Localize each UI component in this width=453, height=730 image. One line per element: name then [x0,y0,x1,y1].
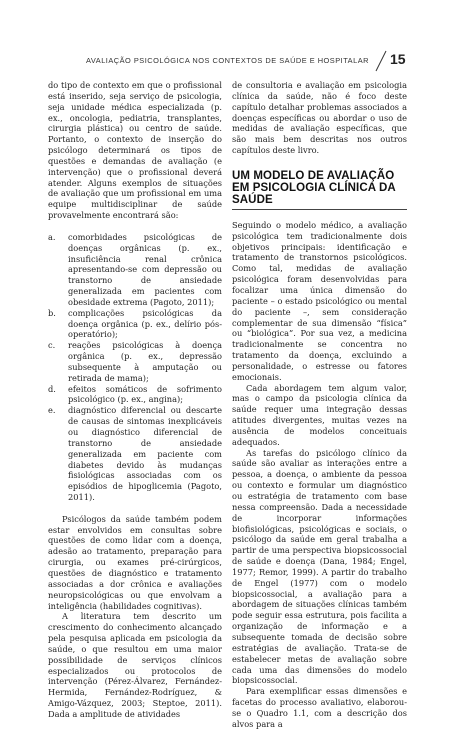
running-title: AVALIAÇÃO PSICOLÓGICA NOS CONTEXTOS DE SAÚDE E HOSPITALAR [86,56,369,65]
list-item [48,232,222,308]
list-item [48,308,222,341]
header-divider-slash [374,50,388,72]
paragraph: Seguindo o modelo médico, a avaliação psicológica tem tradicionalmente dois objetivos principais: identificação e tratamento de transtornos psicológicos. Como tal, medidas de avaliação psicológica foram desenvolvidas para focalizar uma única dimensão do paciente – o estado psicológico ou mental do paciente –, sem consideração complementar de sua dimensão “física” ou “biológica”. Por sua vez, a medicina tradicionalmente se concentra no tratamento da doença, excluindo a personalidade, o estresse ou fatores emocionais. [232,219,407,382]
paragraph: As tarefas do psicólogo clínico da saúde são avaliar as interações entre a pessoa, a doença, o ambiente da pessoa ou contexto e formular um diagnóstico ou estratégia de tratamento com base nessa compreensão. Dada a necessidade de incorporar informações biofisiológicas, psicológicas e sociais, o psicólogo da saúde em geral trabalha a partir de uma perspectiva biopsicossocial de saúde e doença (Dana, 1984; Engel, 1977; Remor, 1999). A partir do trabalho de Engel (1977) com o modelo biopsicossocial, a avaliação para a abordagem de situações clínicas também pode seguir essa estrutura, pois facilita a organização de informação e a subsequente tomada de decisão sobre estratégias de avaliação. Trata-se de estabelecer metas de avaliação sobre cada uma das dimensões do modelo biopsicossocial. [232,447,407,686]
list-item-text: comorbidades psicológicas de doenças orgânicas (p. ex., insuficiência renal crônica apresentando-se com depressão ou transtorno de ansiedade generalizada em pacientes com obesidade extrema (Pagoto, 2011); [68,231,222,307]
situations-list [48,232,222,503]
list-marker: c. [48,340,56,351]
list-item-text: complicações psicológicas da doença orgânica (p. ex., delírio pós-operatório); [68,307,222,340]
right-column [232,80,407,730]
list-marker: d. [48,383,56,394]
page-header [0,50,453,72]
list-item [48,405,222,503]
paragraph: de consultoria e avaliação em psicologia clínica da saúde, não é foco deste capítulo detalhar problemas associados a doenças específicas ou abordar o uso de medidas de avaliação específicas, que são mais bem descritas nos outros capítulos deste livro. [232,80,407,156]
paragraph: Psicólogos da saúde também podem estar envolvidos em consultas sobre questões de como lidar com a doença, adesão ao tratamento, preparação para cirurgia, ou exames pré-cirúrgicos, questões de diagnóstico e tratamento associadas a dor crônica e avaliações neuropsicológicas ou que envolvam a inteligência (habilidades cognitivas). [48,513,222,611]
paragraph: Para exemplificar essas dimensões e facetas do processo avaliativo, elaborou-se o Quadro 1.1, com a descrição dos alvos para a [232,686,407,729]
paragraph: A literatura tem descrito um crescimento do conhecimento alcançado pela pesquisa aplicada em psicologia da saúde, o que resultou em uma maior possibilidade de serviços clínicos especializados ou protocolos de intervenção (Pérez-Álvarez, Fernández-Hermida, Fernández-Rodríguez, & Amigo-Vázquez, 2003; Steptoe, 2011). Dada a amplitude de atividades [48,611,222,719]
list-item [48,340,222,383]
paragraph: Cada abordagem tem algum valor, mas o campo da psicologia clínica da saúde requer uma integração dessas atitudes divergentes, muitas vezes na ausência de modelos conceituais adequados. [232,382,407,447]
paragraph: do tipo de contexto em que o profissional está inserido, seja serviço de psicologia, seja unidade médica especializada (p. ex., oncologia, pediatria, transplantes, cirurgia plástica) ou centro de saúde. Portanto, o contexto de inserção do psicólogo determinará os tipos de questões e demandas de avaliação (e intervenção) que o profissional deverá atender. Alguns exemplos de situações de avaliação que um profissional em uma equipe multidisciplinar de saúde provavelmente encontrará são: [48,80,222,221]
list-item-text: efeitos somáticos de sofrimento psicológico (p. ex., angina); [68,383,222,405]
list-marker: b. [48,307,56,318]
section-heading: UM MODELO DE AVALIAÇÃO EM PSICOLOGIA CLÍNICA DA SAÚDE [232,170,407,210]
page-number: 15 [390,51,406,67]
list-item [48,384,222,406]
list-item-text: reações psicológicas à doença orgânica (p. ex., depressão subsequente à amputação ou retirada de mama); [68,340,222,383]
list-item-text: diagnóstico diferencial ou descarte de causas de sintomas inexplicáveis ou diagnóstico diferencial de transtorno de ansiedade generalizada em paciente com diabetes devido às mudanças fisiológicas associadas com os episódios de hipoglicemia (Pagoto, 2011). [68,405,222,503]
left-column [48,80,222,720]
list-marker: a. [48,231,56,242]
list-marker: e. [48,405,56,416]
